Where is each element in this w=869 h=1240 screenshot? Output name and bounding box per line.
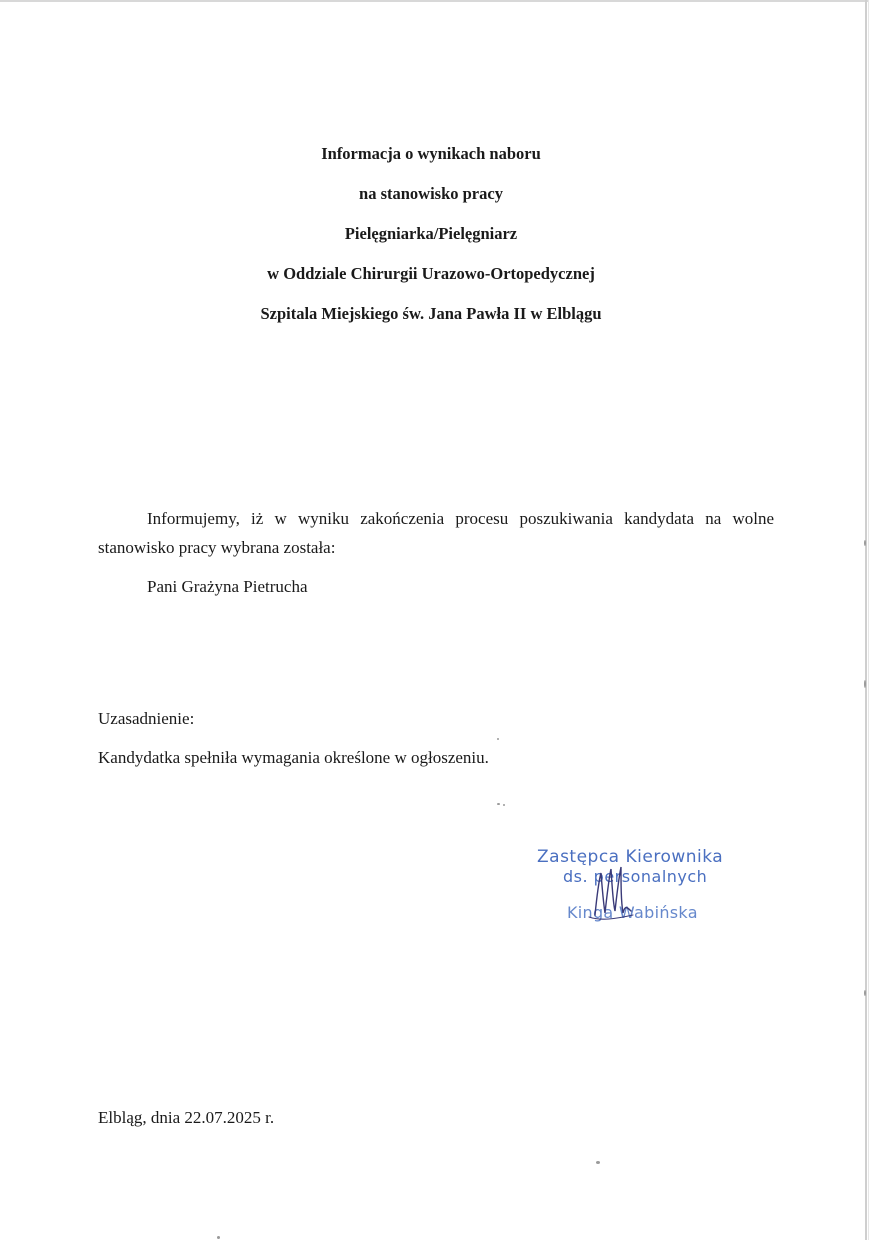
stamp-position: Zastępca Kierownika bbox=[537, 847, 724, 867]
place-and-date: Elbląg, dnia 22.07.2025 r. bbox=[98, 1108, 275, 1127]
title-line-1: Informacja o wynikach naboru bbox=[321, 144, 541, 163]
official-stamp bbox=[530, 845, 760, 935]
document-title-block bbox=[0, 140, 862, 340]
title-line-5: Szpitala Miejskiego św. Jana Pawła II w Elblągu bbox=[260, 304, 602, 323]
scan-edge-top bbox=[0, 0, 869, 2]
title-line-3: Pielęgniarka/Pielęgniarz bbox=[344, 224, 518, 243]
title-line-2: na stanowisko pracy bbox=[359, 184, 503, 203]
handwritten-signature bbox=[575, 855, 645, 925]
announcement-paragraph: Informujemy, iż w wyniku zakończenia procesu poszukiwania kandydata na wolne stanowisko pracy wybrana została: bbox=[98, 509, 774, 557]
justification-label: Uzasadnienie: bbox=[98, 709, 195, 728]
justification-text: Kandydatka spełniła wymagania określone w ogłoszeniu. bbox=[98, 748, 489, 767]
stamp-department: ds. personalnych bbox=[563, 867, 708, 886]
stamp-person-name: Kinga Wabińska bbox=[567, 903, 698, 922]
scan-edge-right bbox=[865, 0, 867, 1240]
selected-candidate: Pani Grażyna Pietrucha bbox=[147, 577, 308, 596]
title-line-4: w Oddziale Chirurgii Urazowo-Ortopedycznej bbox=[267, 264, 595, 283]
